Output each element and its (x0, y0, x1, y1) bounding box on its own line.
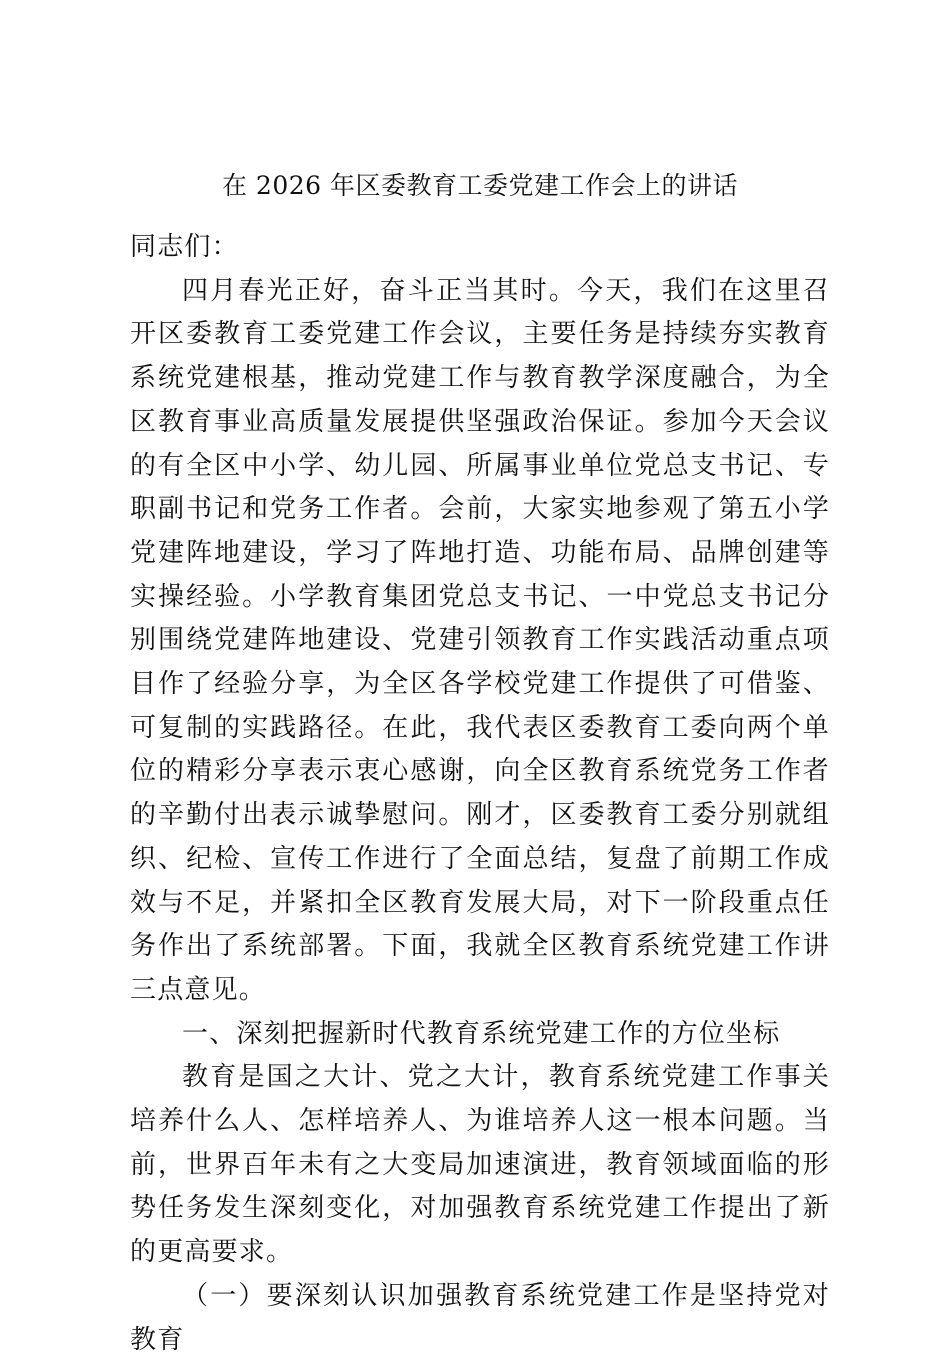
document-body (130, 226, 830, 1362)
salutation: 同志们： (130, 232, 239, 262)
subsection-heading-1: （一）要深刻认识加强教育系统党建工作是坚持党对教育 (130, 1280, 830, 1355)
document-title: 在 2026 年区委教育工委党建工作会上的讲话 (221, 171, 739, 200)
section-heading-1: 一、深刻把握新时代教育系统党建工作的方位坐标 (182, 1018, 781, 1049)
opening-paragraph: 四月春光正好，奋斗正当其时。今天，我们在这里召开区委教育工委党建工作会议，主要任务是持续夯实教育系统党建根基，推动党建工作与教育教学深度融合，为全区教育事业高质量发展提供坚强政治保证。参加今天会议的有全区中小学、幼儿园、所属事业单位党总支书记、专职副书记和党务工作者。会前，大家实地参观了第五小学党建阵地建设，学习了阵地打造、功能布局、品牌创建等实操经验。小学教育集团党总支书记、一中党总支书记分别围绕党建阵地建设、党建引领教育工作实践活动重点项目作了经验分享，为全区各学校党建工作提供了可借鉴、可复制的实践路径。在此，我代表区委教育工委向两个单位的精彩分享表示衷心感谢，向全区教育系统党务工作者的辛勤付出表示诚挚慰问。刚才，区委教育工委分别就组织、纪检、宣传工作进行了全面总结，复盘了前期工作成效与不足，并紧扣全区教育发展大局，对下一阶段重点任务作出了系统部署。下面，我就全区教育系统党建工作讲三点意见。 (130, 275, 830, 1005)
section-1-paragraph: 教育是国之大计、党之大计，教育系统党建工作事关培养什么人、怎样培养人、为谁培养人这一根本问题。当前，世界百年未有之大变局加速演进，教育领域面临的形势任务发生深刻变化，对加强教育系统党建工作提出了新的更高要求。 (130, 1062, 830, 1268)
